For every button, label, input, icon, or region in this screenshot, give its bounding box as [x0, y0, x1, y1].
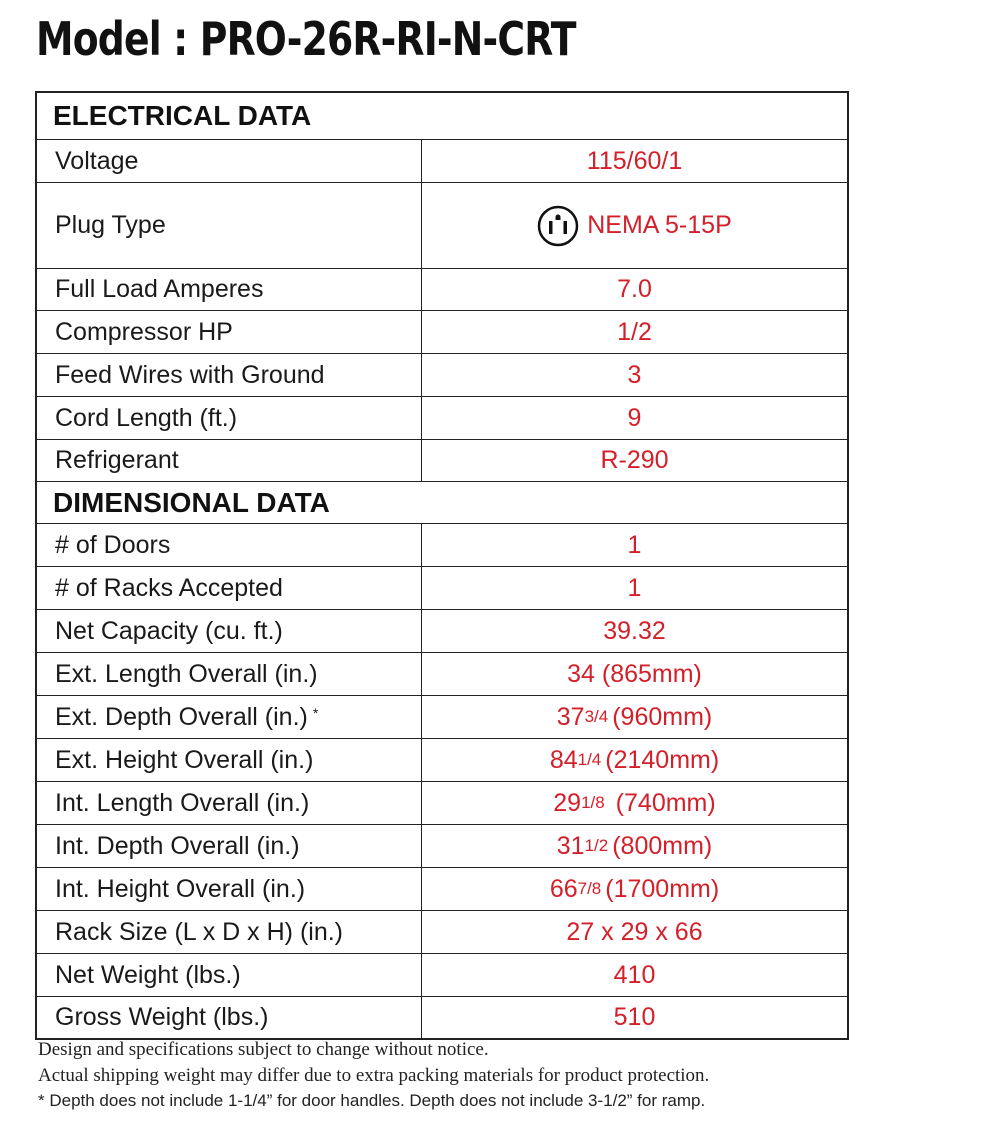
- table-row: [37, 996, 847, 1038]
- value-fraction: 7/8: [577, 879, 602, 898]
- row-label: Compressor HP: [37, 311, 422, 353]
- section-header-electrical: [37, 93, 847, 139]
- row-label: Plug Type: [37, 183, 422, 268]
- table-row: [37, 738, 847, 781]
- row-value: 410: [613, 960, 656, 989]
- value-whole: 31: [556, 831, 585, 860]
- table-row: [37, 566, 847, 609]
- row-label: [37, 696, 422, 738]
- value-metric: (1700mm): [605, 874, 720, 903]
- row-value: 34 (865mm): [567, 659, 702, 688]
- value-metric: (800mm): [612, 831, 713, 860]
- value-metric: (2140mm): [605, 745, 720, 774]
- row-label: # of Racks Accepted: [37, 567, 422, 609]
- footnotes: [38, 1037, 938, 1113]
- value-whole: 29: [553, 788, 582, 817]
- value-metric: (960mm): [612, 702, 713, 731]
- table-row: [37, 139, 847, 182]
- table-row: [37, 781, 847, 824]
- value-whole: 37: [556, 702, 585, 731]
- row-label: Cord Length (ft.): [37, 397, 422, 439]
- row-label-text: Ext. Depth Overall (in.): [55, 702, 308, 731]
- value-metric: (740mm): [608, 788, 716, 817]
- row-label: Net Weight (lbs.): [37, 954, 422, 996]
- row-label: Refrigerant: [37, 440, 422, 481]
- value-fraction: 1/2: [584, 836, 609, 855]
- row-value: 115/60/1: [586, 146, 683, 175]
- row-label: Gross Weight (lbs.): [37, 997, 422, 1038]
- page-title: Model : PRO-26R-RI-N-CRT: [36, 12, 576, 66]
- table-row: [37, 824, 847, 867]
- table-row: [37, 310, 847, 353]
- row-value: 1: [627, 530, 642, 559]
- section-heading: DIMENSIONAL DATA: [53, 486, 330, 518]
- row-label: # of Doors: [37, 524, 422, 566]
- spec-table: [35, 91, 849, 1040]
- table-row: [37, 953, 847, 996]
- value-whole: 84: [549, 745, 578, 774]
- row-value: 27 x 29 x 66: [566, 917, 703, 946]
- note-line: Actual shipping weight may differ due to extra packing materials for product protection.: [38, 1065, 710, 1086]
- table-row: [37, 609, 847, 652]
- table-row: [37, 695, 847, 738]
- table-row: [37, 523, 847, 566]
- section-heading: ELECTRICAL DATA: [53, 100, 312, 131]
- row-label: Int. Length Overall (in.): [37, 782, 422, 824]
- row-label: Full Load Amperes: [37, 269, 422, 310]
- section-header-dimensional: [37, 481, 847, 523]
- table-row: [37, 268, 847, 310]
- table-row: [37, 867, 847, 910]
- row-label: Int. Height Overall (in.): [37, 868, 422, 910]
- row-label: Rack Size (L x D x H) (in.): [37, 911, 422, 953]
- table-row: [37, 439, 847, 481]
- plug-type-value: NEMA 5-15P: [587, 211, 732, 239]
- row-value: 3: [627, 360, 642, 389]
- row-label: Ext. Height Overall (in.): [37, 739, 422, 781]
- row-label: Int. Depth Overall (in.): [37, 825, 422, 867]
- value-whole: 66: [549, 874, 578, 903]
- table-row: [37, 910, 847, 953]
- row-value: 39.32: [603, 616, 666, 645]
- row-label: Feed Wires with Ground: [37, 354, 422, 396]
- note-line: Design and specifications subject to change without notice.: [38, 1039, 489, 1060]
- row-value: [422, 868, 847, 910]
- row-label: Net Capacity (cu. ft.): [37, 610, 422, 652]
- row-value: 1: [627, 573, 642, 602]
- value-fraction: 1/4: [577, 750, 602, 769]
- nema-plug-icon: [537, 205, 579, 247]
- value-fraction: 1/8: [581, 793, 605, 812]
- row-value: 7.0: [617, 275, 652, 303]
- footnote-marker: *: [312, 705, 319, 721]
- row-value: 1/2: [617, 317, 652, 346]
- table-row: [37, 652, 847, 695]
- row-value: [422, 739, 847, 781]
- table-row: [37, 182, 847, 268]
- row-value: R-290: [600, 446, 669, 474]
- row-value: 9: [627, 403, 642, 432]
- note-line: * Depth does not include 1-1/4” for door handles. Depth does not include 3-1/2” for ramp.: [38, 1091, 706, 1110]
- row-label: Ext. Length Overall (in.): [37, 653, 422, 695]
- row-label: Voltage: [37, 140, 422, 182]
- row-value: 510: [613, 1003, 656, 1031]
- row-value: [422, 183, 847, 268]
- row-value: [422, 782, 847, 824]
- value-fraction: 3/4: [584, 707, 609, 726]
- table-row: [37, 396, 847, 439]
- table-row: [37, 353, 847, 396]
- row-value: [422, 696, 847, 738]
- row-value: [422, 825, 847, 867]
